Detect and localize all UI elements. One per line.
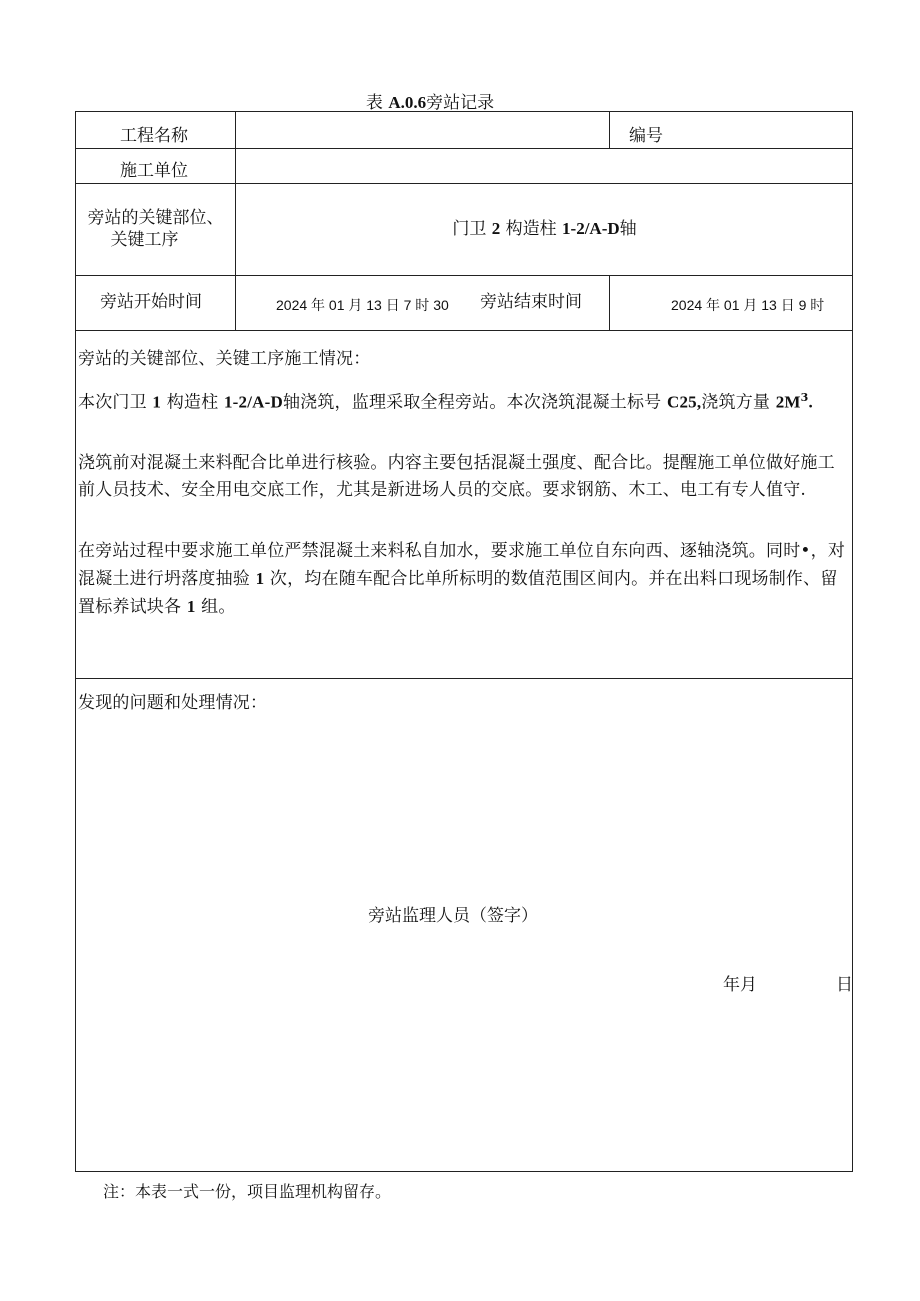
p3-text: 组。 bbox=[201, 597, 236, 617]
p1-volume: 2M bbox=[775, 392, 801, 412]
end-time-value[interactable]: 2024 年 01 月 13 日 9 时 bbox=[671, 297, 825, 313]
p1-grade: C25, bbox=[666, 392, 702, 412]
start-time-value[interactable]: 2024 年 01 月 13 日 7 时 30 bbox=[276, 297, 449, 313]
footnote: 注：本表一式一份，项目监理机构留存。 bbox=[103, 1182, 392, 1201]
date-year-month: 年月 bbox=[723, 975, 757, 995]
p3-number: 1 bbox=[186, 597, 196, 616]
key-part-label bbox=[76, 207, 235, 251]
row-divider bbox=[76, 148, 852, 149]
title-code: A.0.6 bbox=[388, 93, 427, 112]
row-divider bbox=[76, 183, 852, 184]
p1-number: 1 bbox=[152, 392, 162, 412]
date-day: 日 bbox=[836, 975, 853, 995]
title-prefix: 表 bbox=[365, 93, 383, 113]
record-form bbox=[75, 111, 853, 1172]
key-part-value-text: 门卫 bbox=[452, 219, 487, 239]
p1-axis: 1-2/A-D bbox=[223, 392, 283, 412]
construction-paragraph-1 bbox=[78, 384, 850, 417]
key-part-value-text: 轴 bbox=[619, 219, 637, 239]
key-part-label-line1: 旁站的关键部位、 bbox=[87, 208, 224, 228]
title-name: 旁站记录 bbox=[426, 93, 495, 113]
column-divider bbox=[609, 275, 610, 330]
end-time-label: 旁站结束时间 bbox=[480, 292, 582, 312]
key-part-value[interactable] bbox=[235, 218, 854, 240]
project-name-label: 工程名称 bbox=[120, 126, 188, 146]
problems-heading: 发现的问题和处理情况： bbox=[78, 693, 268, 713]
row-divider bbox=[76, 330, 852, 331]
p1-text: 浇筑方量 bbox=[701, 392, 771, 413]
key-part-label-line2: 关键工序 bbox=[110, 230, 179, 250]
construction-paragraph-3 bbox=[78, 538, 850, 621]
start-time-label: 旁站开始时间 bbox=[100, 292, 202, 312]
number-label: 编号 bbox=[629, 126, 663, 146]
form-title bbox=[0, 88, 860, 113]
p3-text: 在旁站过程中要求施工单位严禁混凝土来料私自加水，要求施工单位自东向西、逐轴浇筑。同时•，对混凝土进行坍落度抽验 bbox=[78, 541, 846, 589]
p3-number: 1 bbox=[255, 569, 265, 588]
construction-paragraph-2: 浇筑前对混凝土来料配合比单进行核验。内容主要包括混凝土强度、配合比。提醒施工单位做好施工前人员技术、安全用电交底工作，尤其是新进场人员的交底。要求钢筋、木工、电工有专人值守. bbox=[78, 453, 835, 500]
key-part-value-number: 2 bbox=[491, 219, 501, 238]
signature-label: 旁站监理人员（签字） bbox=[368, 906, 538, 926]
row-divider bbox=[76, 275, 852, 276]
row-divider bbox=[76, 678, 852, 679]
key-part-value-axis: 1-2/A-D bbox=[562, 219, 620, 238]
construction-heading: 旁站的关键部位、关键工序施工情况： bbox=[78, 349, 371, 369]
p1-text: 构造柱 bbox=[166, 392, 219, 413]
key-part-value-text: 构造柱 bbox=[505, 219, 557, 239]
p1-period: . bbox=[808, 392, 813, 412]
p1-volume-exponent: 3 bbox=[800, 391, 809, 404]
p1-text: 本次门卫 bbox=[78, 392, 147, 413]
p1-text: 轴浇筑，监理采取全程旁站。本次浇筑混凝土标号 bbox=[282, 392, 662, 413]
contractor-label: 施工单位 bbox=[120, 161, 188, 181]
column-divider bbox=[609, 112, 610, 148]
p3-text: 次，均在随车配合比单所标明的数值范围区间内。并在出料口现场制作、留置标养试块各 bbox=[78, 569, 838, 617]
